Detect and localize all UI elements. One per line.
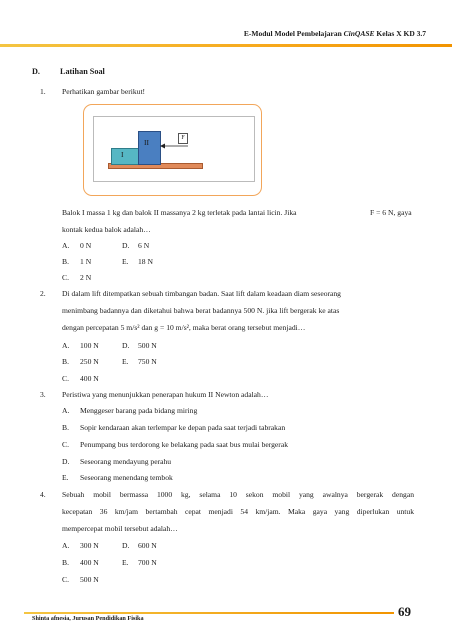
q1-option-e-label: E. xyxy=(122,257,129,266)
section-title xyxy=(32,67,105,76)
q3-option-a-text: Menggeser barang pada bidang miring xyxy=(80,406,198,415)
q4-option-c-label: C. xyxy=(62,575,69,584)
q3-option-a-label: A. xyxy=(62,406,70,415)
q1-prompt: Perhatikan gambar berikut! xyxy=(62,87,146,96)
q3-option-e-label: E. xyxy=(62,473,69,482)
q4-number: 4. xyxy=(40,490,46,499)
q3-option-e-text: Seseorang menendang tembok xyxy=(80,473,173,482)
block-two-label: II xyxy=(144,138,149,147)
q2-line1: Di dalam lift ditempatkan sebuah timbangan badan. Saat lift dalam keadaan diam seseorang xyxy=(62,289,341,298)
q4-option-a-label: A. xyxy=(62,541,70,550)
force-label: F xyxy=(178,133,188,144)
q3-option-c-label: C. xyxy=(62,440,69,449)
q2-option-e-text: 750 N xyxy=(138,357,157,366)
q2-option-c-text: 400 N xyxy=(80,374,99,383)
q3-line1: Peristiwa yang menunjukkan penerapan hukum II Newton adalah… xyxy=(62,390,269,399)
q2-option-b-text: 250 N xyxy=(80,357,99,366)
q3-option-c-text: Penumpang bus terdorong ke belakang pada saat bus mulai bergerak xyxy=(80,440,288,449)
q4-line1: Sebuah mobil bermassa 1000 kg, selama 10 sekon mobil yang awalnya bergerak dengan xyxy=(62,490,414,499)
q2-option-a-text: 100 N xyxy=(80,341,99,350)
q1-body-line1-end: F = 6 N, gaya xyxy=(370,208,412,217)
q2-number: 2. xyxy=(40,289,46,298)
q2-option-c-label: C. xyxy=(62,374,69,383)
module-header xyxy=(244,29,426,38)
header-model: CinQASE xyxy=(343,29,375,38)
q1-option-d-label: D. xyxy=(122,241,130,250)
q3-option-b-label: B. xyxy=(62,423,69,432)
block-one-label: I xyxy=(121,150,124,159)
q1-option-c-text: 2 N xyxy=(80,273,92,282)
q1-option-e-text: 18 N xyxy=(138,257,153,266)
q4-option-e-label: E. xyxy=(122,558,129,567)
q3-option-d-label: D. xyxy=(62,457,70,466)
block-two xyxy=(138,131,161,165)
header-divider xyxy=(0,44,452,47)
q4-option-b-label: B. xyxy=(62,558,69,567)
q3-number: 3. xyxy=(40,390,46,399)
q1-option-c-label: C. xyxy=(62,273,69,282)
block-one xyxy=(111,148,139,165)
q1-option-b-text: 1 N xyxy=(80,257,92,266)
section-label: D. xyxy=(32,67,40,76)
q2-option-e-label: E. xyxy=(122,357,129,366)
figure-frame xyxy=(93,116,255,182)
q1-body-line1: Balok I massa 1 kg dan balok II massanya 2 kg terletak pada lantai licin. Jika xyxy=(62,208,297,217)
q1-figure xyxy=(83,104,262,196)
page-number: 69 xyxy=(398,604,411,619)
q4-option-d-text: 600 N xyxy=(138,541,157,550)
q1-option-a-label: A. xyxy=(62,241,70,250)
q4-option-b-text: 400 N xyxy=(80,558,99,567)
q2-option-a-label: A. xyxy=(62,341,70,350)
q1-option-b-label: B. xyxy=(62,257,69,266)
header-suffix: Kelas X KD 3.7 xyxy=(374,29,426,38)
q4-option-d-label: D. xyxy=(122,541,130,550)
q4-line2: kecepatan 36 km/jam bertambah cepat menjadi 54 km/jam. Maka gaya yang diperlukan untuk xyxy=(62,507,414,516)
q4-option-c-text: 500 N xyxy=(80,575,99,584)
q4-option-a-text: 300 N xyxy=(80,541,99,550)
q2-line2: menimbang badannya dan diketahui bahwa berat badannya 500 N. jika lift bergerak ke atas xyxy=(62,306,340,315)
q2-option-d-label: D. xyxy=(122,341,130,350)
force-arrow-icon xyxy=(160,141,190,151)
q2-option-d-text: 500 N xyxy=(138,341,157,350)
footer-author: Shinta afnesia, Jurusan Pendidikan Fisika xyxy=(32,615,144,622)
q4-line3: mempercepat mobil tersebut adalah… xyxy=(62,524,178,533)
q1-number: 1. xyxy=(40,87,46,96)
q1-body-line2: kontak kedua balok adalah… xyxy=(62,225,151,234)
q2-line3: dengan percepatan 5 m/s² dan g = 10 m/s², maka berat orang tersebut menjadi… xyxy=(62,323,306,332)
q2-option-b-label: B. xyxy=(62,357,69,366)
q4-option-e-text: 700 N xyxy=(138,558,157,567)
q1-option-a-text: 0 N xyxy=(80,241,92,250)
footer-divider xyxy=(24,612,394,614)
section-heading: Latihan Soal xyxy=(60,67,105,76)
header-prefix: E-Modul Model Pembelajaran xyxy=(243,29,344,38)
q3-option-d-text: Seseorang mendayung perahu xyxy=(80,457,172,466)
q1-option-d-text: 6 N xyxy=(138,241,150,250)
q3-option-b-text: Sopir kendaraan akan terlempar ke depan pada saat terjadi tabrakan xyxy=(80,423,286,432)
